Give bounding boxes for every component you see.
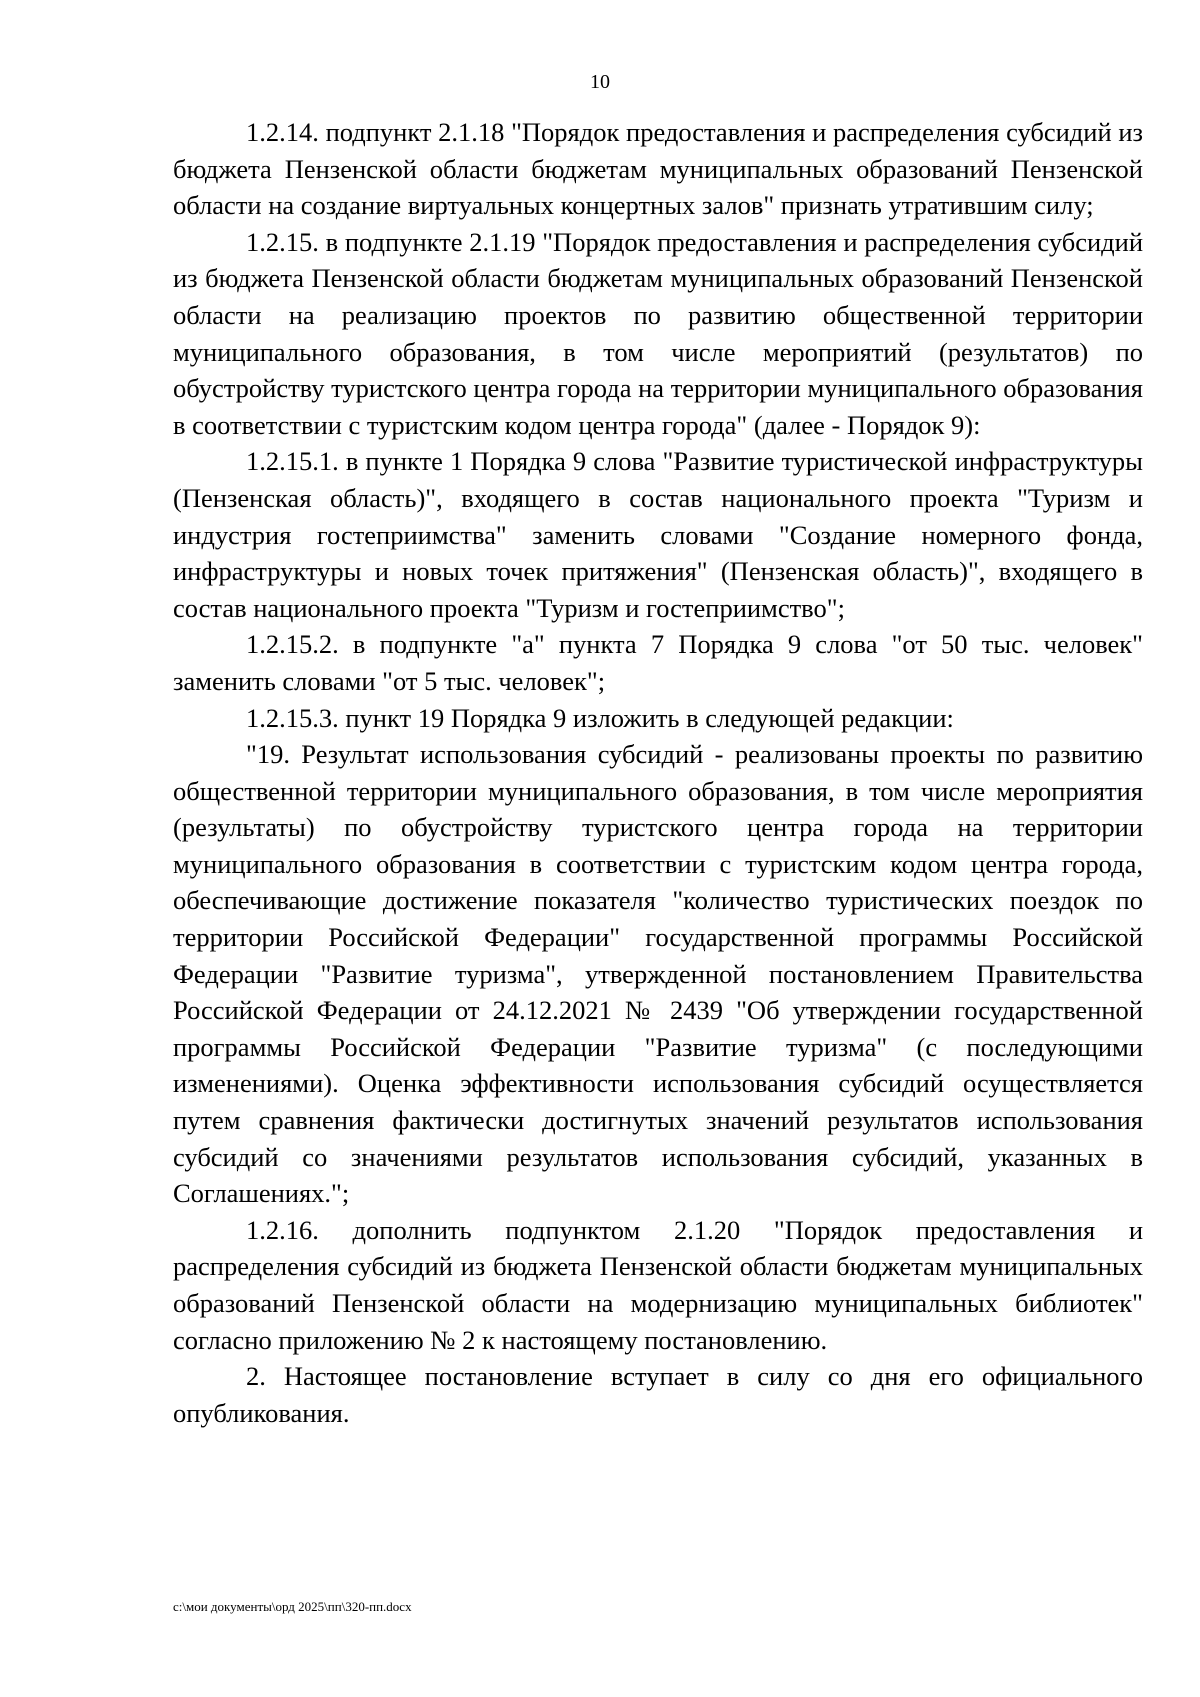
footer-file-path: c:\мои документы\орд 2025\пп\320-пп.docx [173,1599,412,1614]
paragraph-1-2-15-2: 1.2.15.2. в подпункте "а" пункта 7 Порядка 9 слова "от 50 тыс. человек" заменить словами "от 5 тыс. человек"; [173,629,1143,696]
paragraph-1-2-15-3: 1.2.15.3. пункт 19 Порядка 9 изложить в следующей редакции: [246,702,954,733]
paragraph-item-19-quote: "19. Результат использования субсидий - реализованы проекты по развитию общественной территории муниципального образования, в том числе мероприятия (результаты) по обустройству туристского центра города на территории муниципального образования в соответствии с туристским кодом центра города, обеспечивающие достижение показателя "количество туристических поездок по территории Российской Федерации" государственной программы Российской Федерации "Развитие туризма", утвержденной постановлением Правительства Российской Федерации от 24.12.2021 № 2439 "Об утверждении государственной программы Российской Федерации "Развитие туризма" (с последующими изменениями). Оценка эффективности использования субсидий осуществляется путем сравнения фактически достигнутых значений результатов использования субсидий со значениями результатов использования субсидий, указанных в Соглашениях."; [173,739,1143,1209]
paragraph-2: 2. Настоящее постановление вступает в силу со дня его официального опубликования. [173,1361,1143,1428]
paragraph-1-2-15-1: 1.2.15.1. в пункте 1 Порядка 9 слова "Развитие туристической инфраструктуры (Пензенская область)", входящего в состав национального проекта "Туризм и индустрия гостеприимства" заменить словами "Создание номерного фонда, инфраструктуры и новых точек притяжения" (Пензенская область)", входящего в состав национального проекта "Туризм и гостеприимство"; [173,446,1143,623]
paragraph-1-2-16: 1.2.16. дополнить подпунктом 2.1.20 "Порядок предоставления и распределения субсидий из бюджета Пензенской области бюджетам муниципальных образований Пензенской области на модернизацию муниципальных библиотек" согласно приложению № 2 к настоящему постановлению. [173,1214,1143,1355]
paragraph-1-2-15: 1.2.15. в подпункте 2.1.19 "Порядок предоставления и распределения субсидий из бюджета Пензенской области бюджетам муниципальных образований Пензенской области на реализацию проектов по развитию общественной территории муниципального образования, в том числе мероприятий (результатов) по обустройству туристского центра города на территории муниципального образования в соответствии с туристским кодом центра города" (далее - Порядок 9): [173,226,1143,440]
page-number: 10 [590,71,610,93]
document-body [173,114,1143,1431]
paragraph-1-2-14: 1.2.14. подпункт 2.1.18 "Порядок предоставления и распределения субсидий из бюджета Пензенской области бюджетам муниципальных образований Пензенской области на создание виртуальных концертных залов" признать утратившим силу; [173,117,1143,221]
